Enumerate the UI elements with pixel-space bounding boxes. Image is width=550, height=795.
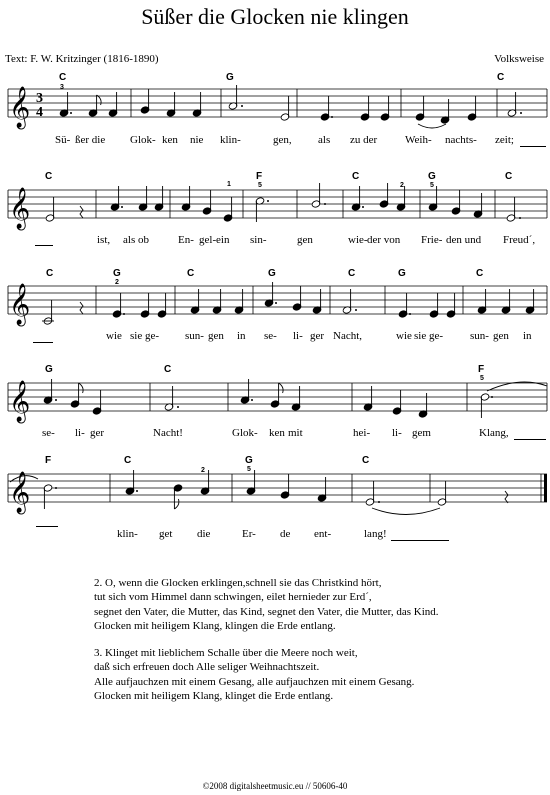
fingering-number: 5 [247, 466, 251, 473]
lyric-syllable: die [197, 528, 211, 540]
lyric-syllable: gel- [199, 234, 217, 246]
verse-line: tut sich vom Himmel dann schwingen, eilet hernieder zur Erd´, [94, 591, 372, 604]
chord-symbol: G [226, 72, 234, 83]
music-system-3 [0, 266, 550, 374]
lyric-syllable: ent- [314, 528, 332, 540]
chord-symbol: C [46, 268, 54, 279]
lyric-syllable: gem [412, 427, 431, 439]
lyric-syllable: der von [367, 234, 401, 246]
chord-symbol: C [362, 455, 370, 466]
lyric-syllable: ger [90, 427, 105, 439]
melisma-line [520, 146, 546, 147]
lyric-syllable: nachts- [445, 134, 477, 146]
chord-symbol: C [164, 364, 172, 375]
lyric-syllable: gen [493, 330, 509, 342]
music-system-1 [0, 68, 550, 176]
lyric-syllable: sie ge- [414, 330, 444, 342]
fingering-number: 5 [480, 375, 484, 382]
lyric-syllable: gen [297, 234, 313, 246]
chord-symbol: G [245, 455, 253, 466]
lyric-syllable: se- [264, 330, 277, 342]
lyric-syllable: li- [293, 330, 303, 342]
lyricist-credit: Text: F. W. Kritzinger (1816-1890) [5, 53, 159, 65]
verse-3 [94, 646, 439, 703]
fingering-number: 5 [258, 182, 262, 189]
chord-symbol: C [45, 171, 53, 182]
chord-symbol: C [59, 72, 67, 83]
lyric-syllable: li- [392, 427, 402, 439]
lyric-syllable: in [523, 330, 532, 342]
treble-clef-icon: 𝄞 [9, 188, 31, 229]
composer-credit: Volksweise [494, 53, 544, 65]
chord-symbol: C [476, 268, 484, 279]
lyric-syllable: get [159, 528, 173, 540]
chord-symbol: G [45, 364, 53, 375]
lyric-syllable: ken [162, 134, 178, 146]
treble-clef-icon: 𝄞 [9, 87, 31, 128]
lyric-syllable: wie [106, 330, 122, 342]
copyright-footer: ©2008 digitalsheetmusic.eu // 50606-40 [202, 781, 348, 791]
lyric-syllable: Klang, [479, 427, 509, 439]
lyric-syllable: sun- [185, 330, 204, 342]
melisma-line [36, 526, 58, 527]
lyric-syllable: zeit; [495, 134, 514, 146]
melisma-line [391, 540, 449, 541]
lyric-syllable: klin- [220, 134, 241, 146]
verse-line: daß sich erfreuen doch Alle seliger Weihnachtszeit. [94, 661, 320, 674]
verse-line: Glocken mit heiligem Klang, klinget die Erde entlang. [94, 690, 334, 703]
lyric-syllable: sun- [470, 330, 489, 342]
lyric-syllable: lang! [364, 528, 387, 540]
lyric-syllable: de [280, 528, 291, 540]
staff-notation [0, 455, 550, 535]
lyric-syllable: zu der [350, 134, 378, 146]
chord-symbol: G [428, 171, 436, 182]
lyric-syllable: mit [288, 427, 303, 439]
lyric-syllable: gen [208, 330, 224, 342]
lyric-syllable: als ob [123, 234, 149, 246]
lyric-syllable: ist, [97, 234, 111, 246]
treble-clef-icon: 𝄞 [9, 381, 31, 422]
fingering-number: 1 [227, 181, 231, 188]
additional-verses [94, 576, 439, 716]
lyric-syllable: Sü- [55, 134, 71, 146]
chord-symbol: C [352, 171, 360, 182]
lyric-syllable: gen, [273, 134, 292, 146]
lyric-syllable: Glok- [232, 427, 258, 439]
chord-symbol: C [187, 268, 195, 279]
lyric-syllable: Frie- [421, 234, 443, 246]
lyric-syllable: Glok- [130, 134, 156, 146]
lyric-syllable: Nacht! [153, 427, 183, 439]
time-signature-bottom: 4 [36, 105, 43, 120]
chord-symbol: C [124, 455, 132, 466]
lyric-syllable: se- [42, 427, 55, 439]
melisma-line [514, 439, 546, 440]
time-signature-top: 3 [36, 91, 43, 106]
lyric-syllable: nie [190, 134, 204, 146]
lyric-syllable: Weih- [405, 134, 432, 146]
lyric-syllable: sie ge- [130, 330, 160, 342]
lyric-syllable: den und [446, 234, 482, 246]
lyric-syllable: ken [269, 427, 285, 439]
chord-symbol: G [398, 268, 406, 279]
lyric-syllable: Nacht, [333, 330, 363, 342]
fingering-number: 3 [60, 84, 64, 91]
lyric-syllable: ßer die [75, 134, 106, 146]
fingering-number: 2 [115, 279, 119, 286]
melisma-line [35, 245, 53, 246]
music-system-5 [0, 455, 550, 563]
lyric-syllable: wie [396, 330, 412, 342]
lyric-syllable: li- [75, 427, 85, 439]
melisma-line [33, 342, 53, 343]
fingering-number: 2 [201, 467, 205, 474]
fingering-number: 2 [400, 182, 404, 189]
chord-symbol: F [45, 455, 52, 466]
lyric-syllable: in [237, 330, 246, 342]
lyric-syllable: En- [178, 234, 194, 246]
chord-symbol: C [348, 268, 356, 279]
chord-symbol: G [113, 268, 121, 279]
lyric-syllable: klin- [117, 528, 138, 540]
lyric-syllable: hei- [353, 427, 371, 439]
lyric-syllable: sin- [250, 234, 267, 246]
treble-clef-icon: 𝄞 [9, 284, 31, 325]
verse-line: 2. O, wenn die Glocken erklingen,schnell sie das Christkind hört, [94, 577, 382, 589]
chord-symbol: F [256, 171, 263, 182]
music-system-2 [0, 168, 550, 276]
verse-line: 3. Klinget mit lieblichem Schalle über die Meere noch weit, [94, 647, 358, 660]
chord-symbol: C [497, 72, 505, 83]
lyric-syllable: ger [310, 330, 325, 342]
lyric-syllable: Er- [242, 528, 256, 540]
lyric-syllable: ein [216, 234, 230, 246]
lyric-syllable: Freud´, [503, 234, 536, 246]
verse-2 [94, 576, 439, 633]
chord-symbol: C [505, 171, 513, 182]
chord-symbol: F [478, 364, 485, 375]
lyric-syllable: wie- [348, 234, 368, 246]
fingering-number: 5 [430, 182, 434, 189]
verse-line: Glocken mit heiligem Klang, klingen die Erde entlang. [94, 619, 336, 632]
song-title: Süßer die Glocken nie klingen [141, 4, 409, 29]
verse-line: Alle aufjauchzen mit einem Gesang, alle aufjauchzen mit einem Gesang. [94, 675, 415, 688]
verse-line: segnet den Vater, die Mutter, das Kind, segnet den Vater, die Mutter, das Kind. [94, 605, 439, 618]
lyric-syllable: als [318, 134, 331, 146]
treble-clef-icon: 𝄞 [9, 472, 31, 513]
chord-symbol: G [268, 268, 276, 279]
